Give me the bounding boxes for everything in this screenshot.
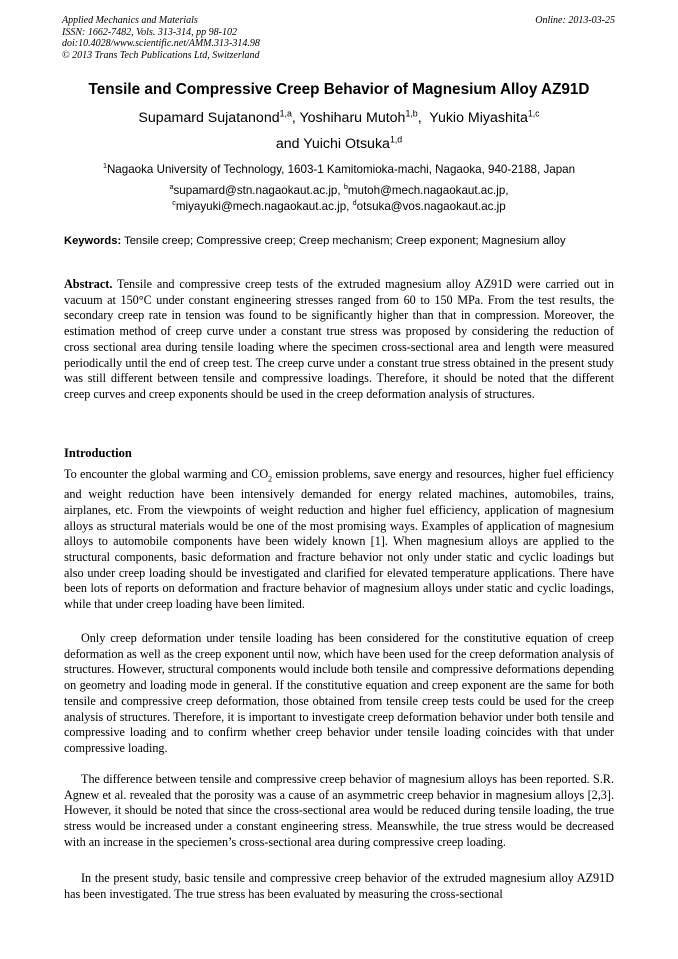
author-line-2: and Yuichi Otsuka$^{1,d}$ [275,134,403,152]
author-affiliation-mark: 1,a [279,108,292,119]
intro-text: The difference between tensile and compressive creep behavior of magnesium alloys has been reported. S.R. Agnew et al. revealed that the porosity was a cause of an asymmetric creep behavior in magnesium alloys [2,3]. However, it should be noted that since the cross-sectional area would be reduced during tensile loading, the true stress would be increased under a constant engineering stress. Meanswhile, the true stress would be decreased with an increase in the speciemen’s cross-sectional area during compressive creep loading. [64,772,614,849]
affiliation [0,163,678,176]
issn-line: ISSN: 1662-7482, Vols. 313-314, pp 98-102 [62,26,237,38]
author-name: Yuichi Otsuka [303,136,390,152]
copyright-line: © 2013 Trans Tech Publications Ltd, Switzerland [62,49,260,61]
journal-header [62,15,615,61]
abstract-label: Abstract. [64,277,113,291]
author-affiliation-mark: 1,d [389,134,403,145]
intro-text: emission problems, save energy and resources, higher fuel efficiency and weight reduction have been intensively demanded for energy related machines, automobiles, trains, airplanes, etc. From the viewpoints of weight reduction and higher fuel efficiency, application of magnesium alloys as structural materials would be one of the most promising ways. Examples of application of magnesium alloys to automobile components have been widely known [1]. When magnesium alloys are applied to the structural components, basic deformation and fracture behavior not only under static and cyclic loadings but also under creep loading should be investigated and clarified for elevated temperature applications. There have been lots of reports on deformation and fracture behavior of magnesium alloys under static and cyclic loadings, while that under creep loading have been limited. [64,467,615,612]
keywords-label: Keywords: [64,235,122,247]
author-affiliation-mark: 1,b [405,108,418,119]
author-name: Supamard Sujatanond [138,110,280,126]
email-link[interactable]: mutoh@mech.nagaokaut.ac.jp, [347,184,509,197]
email-mark: d [352,198,357,208]
author-emails [0,183,678,215]
intro-paragraph-1 [64,467,614,613]
email-link[interactable]: otsuka@vos.nagaokaut.ac.jp [356,200,506,213]
intro-text: Only creep deformation under tensile loading has been considered for the constitutive equation of creep deformation as well as the creep exponent until now, which have been used for the creep deformation analysis of structures. However, structural components would include both tensile and compressive deformations depending on geometry and loading mode in general. If the constitutive equation and creep exponent are the same for both tensile and compressive creep deformation, those obtained from tensile creep tests could be used for the creep analysis of structures. Therefore, it is important to investigate creep deformation behavior under both tensile and compressive loading and to confirm whether creep behavior under tensile loading coincides with that under compressive loading. [64,631,614,755]
affiliation-mark: 1 [102,161,107,171]
author-affiliation-mark: 1,c [527,108,540,119]
intro-paragraph-3 [64,772,614,851]
author-name: Yoshiharu Mutoh [299,110,406,126]
paper-title: Tensile and Compressive Creep Behavior of Magnesium Alloy AZ91D [88,81,590,98]
email-link[interactable]: supamard@stn.nagaokaut.ac.jp, [173,184,341,197]
intro-text: To encounter the global warming and CO [64,467,269,481]
journal-name: Applied Mechanics and Materials [62,15,198,26]
email-mark: a [169,182,174,192]
online-date: Online: 2013-03-25 [535,15,615,26]
subscript: 2 [268,474,273,484]
intro-text: In the present study, basic tensile and compressive creep behavior of the extruded magnesium alloy AZ91D has been investigated. The true stress has been evaluated by measuring the cross-sectional [64,871,614,901]
author-name: Yukio Miyashita [429,110,528,126]
intro-paragraph-4 [64,871,614,902]
email-link[interactable]: miyayuki@mech.nagaokaut.ac.jp, [175,200,350,213]
email-mark: b [343,182,348,192]
intro-paragraph-2 [64,631,614,757]
keywords-text: Tensile creep; Compressive creep; Creep mechanism; Creep exponent; Magnesium alloy [124,235,566,247]
keywords [64,235,614,249]
abstract-text: Tensile and compressive creep tests of the extruded magnesium alloy AZ91D were carried out in vacuum at 150°C under constant engineering stresses ranged from 60 to 150 MPa. From the test results, the secondary creep rate in tension was found to be significantly higher than that in compression. Moreover, the estimation method of creep curve under a constant true stress was proposed by considering the reduction of cross sectional area during tensile loading where the specimen cross-sectional area and length were measured periodically until the end of creep test. The creep curve under a constant true stress obtained in the present study was still different between tensile and compressive loadings. Therefore, it should be noted that the different creep curves and creep exponents should be used in the creep deformation analysis of structures. [64,277,614,401]
section-heading-introduction: Introduction [64,446,132,460]
author-line-1: Supamard Sujatanond$^{1,a}$, Yoshiharu Mutoh$^{1,b}$, Yukio Miyashita$^{1,c}$ [138,108,540,126]
doi-line: doi:10.4028/www.scientific.net/AMM.313-314.98 [62,38,260,49]
abstract [64,277,614,403]
email-mark: c [172,198,176,208]
affiliation-text: Nagaoka University of Technology, 1603-1 Kamitomioka-machi, Nagaoka, 940-2188, Japan [106,163,576,176]
